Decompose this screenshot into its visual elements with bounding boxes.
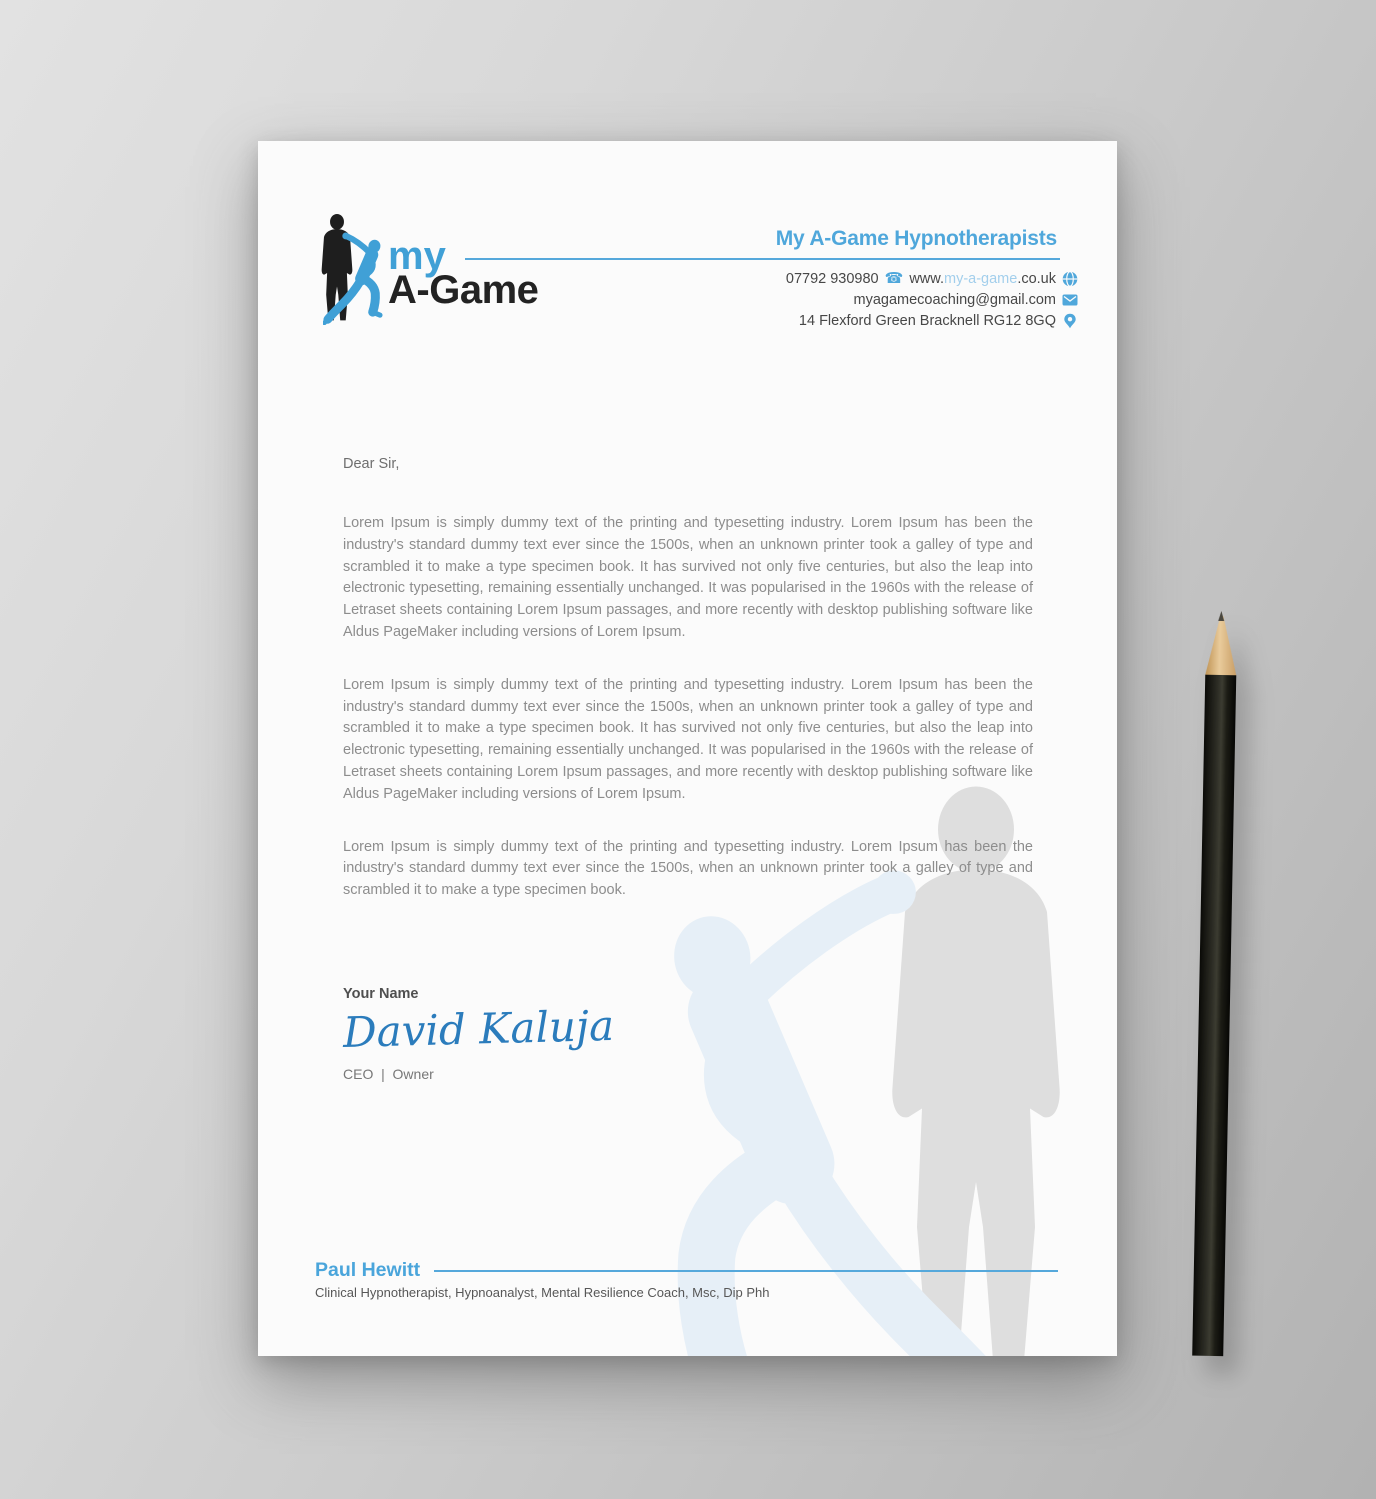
phone-number: 07792 930980	[785, 270, 879, 287]
signature-role: CEO | Owner	[343, 1066, 434, 1082]
header-contact-block	[776, 227, 1057, 331]
logo-wordmark	[388, 234, 539, 312]
phone-icon: ☎	[884, 269, 904, 287]
paragraph-3: Lorem Ipsum is simply dummy text of the printing and typesetting industry. Lorem Ipsum has been the industry's standard dummy text ever since the 1500s, when an unknown printer took a galley of type and scrambled it to make a type specimen book.	[343, 838, 1033, 899]
logo-word-a-game: A-Game	[388, 268, 539, 312]
pencil-wood-cone	[1205, 616, 1237, 676]
pencil	[1190, 611, 1240, 1357]
paragraph-1: Lorem Ipsum is simply dummy text of the printing and typesetting industry. Lorem Ipsum has been the industry's standard dummy text ever since the 1500s, when an unknown printer took a galley of type and scrambled it to make a type specimen book. It has survived not only five centuries, but also the leap into electronic typesetting, remaining essentially unchanged. It was popularised in the 1960s with the release of Letraset sheets containing Lorem Ipsum passages, and more recently with desktop publishing software like Aldus PageMaker including versions of Lorem Ipsum.	[343, 515, 1033, 640]
location-pin-icon	[1062, 313, 1078, 329]
website-url	[909, 271, 1056, 287]
footer-credentials: Clinical Hypnotherapist, Hypnoanalyst, Mental Resilience Coach, Msc, Dip Phh	[315, 1285, 770, 1300]
salutation: Dear Sir,	[343, 456, 400, 472]
footer-name: Paul Hewitt	[315, 1259, 421, 1281]
footer-divider-line	[434, 1270, 1058, 1272]
website-prefix: www.	[909, 270, 944, 287]
address-text: 14 Flexford Green Bracknell RG12 8GQ	[798, 312, 1056, 329]
contact-phone-website-line	[776, 268, 1057, 289]
signature-block	[343, 986, 614, 1082]
company-title: My A-Game Hypnotherapists	[775, 227, 1057, 250]
email-address: myagamecoaching@gmail.com	[853, 291, 1056, 308]
website-domain: my-a-game	[943, 270, 1018, 287]
contact-address-line	[776, 310, 1057, 331]
letterhead-paper	[258, 141, 1117, 1356]
paragraph-2: Lorem Ipsum is simply dummy text of the printing and typesetting industry. Lorem Ipsum has been the industry's standard dummy text ever since the 1500s, when an unknown printer took a galley of type and scrambled it to make a type specimen book. It has survived not only five centuries, but also the leap into electronic typesetting, remaining essentially unchanged. It was popularised in the 1960s with the release of Letraset sheets containing Lorem Ipsum passages, and more recently with desktop publishing software like Aldus PageMaker including versions of Lorem Ipsum.	[343, 676, 1033, 802]
letter-body	[343, 456, 1033, 933]
footer-name-row	[315, 1259, 1058, 1281]
logo-word-my: my	[388, 234, 446, 278]
contact-email-line	[776, 289, 1057, 310]
website-suffix: .co.uk	[1017, 270, 1056, 287]
pencil-body	[1192, 675, 1236, 1356]
signature-label: Your Name	[343, 986, 419, 1002]
letterhead-footer	[315, 1259, 1058, 1300]
globe-icon	[1062, 271, 1078, 287]
pencil-graphite-tip	[1218, 611, 1224, 621]
signature-script: David Kaluja	[342, 1000, 615, 1057]
envelope-icon	[1062, 292, 1078, 308]
